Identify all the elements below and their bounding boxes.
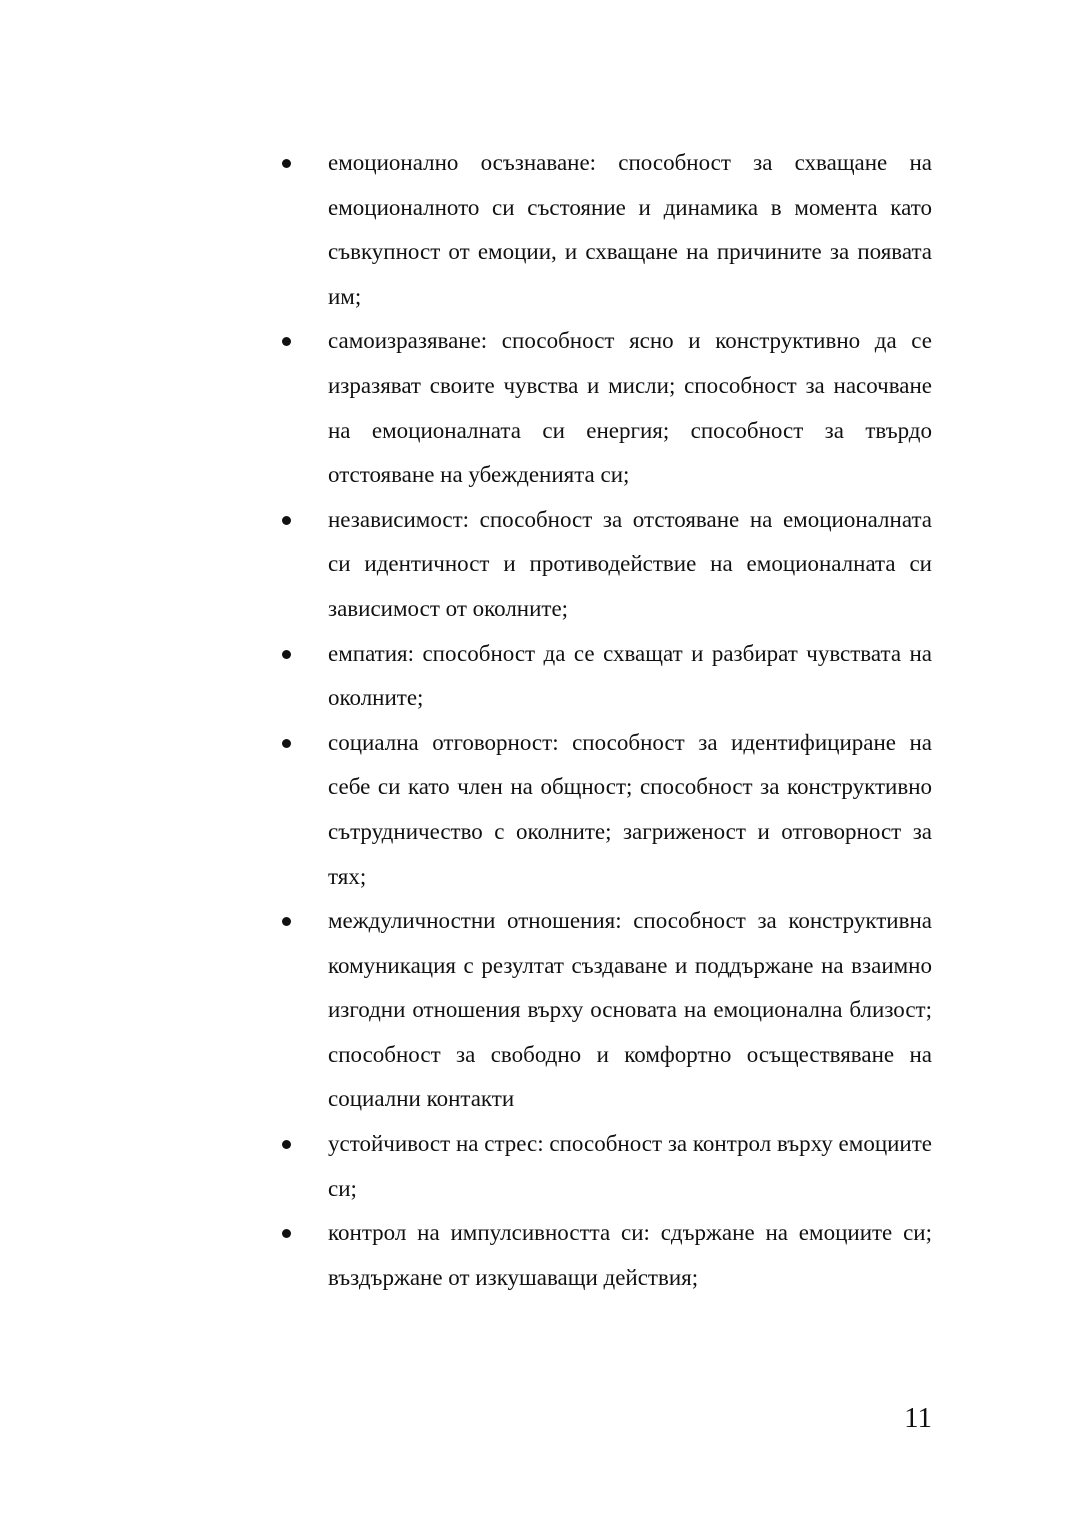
bullet-icon	[282, 650, 291, 659]
bullet-icon	[282, 159, 291, 168]
list-item-text: независимост: способност за отстояване на емоционалната си идентичност и противодействие на емоционалната си зависимост от околните;	[328, 506, 932, 621]
bullet-icon	[282, 1229, 291, 1238]
list-item	[282, 632, 932, 721]
bullet-icon	[282, 516, 291, 525]
list-item	[282, 721, 932, 899]
bullet-icon	[282, 739, 291, 748]
bullet-icon	[282, 337, 291, 346]
list-item-text: контрол на импулсивността си: сдържане на емоциите си; въздържане от изкушаващи действия;	[328, 1220, 932, 1290]
list-item-text: устойчивост на стрес: способност за контрол върху емоциите си;	[328, 1131, 932, 1201]
list-item	[282, 1211, 932, 1300]
list-item	[282, 319, 932, 497]
list-item-text: самоизразяване: способност ясно и конструктивно да се изразяват своите чувства и мисли; способност за насочване на емоционалната си енергия; способност за твърдо отстояване на убежденията си;	[328, 328, 932, 488]
list-item-text: социална отговорност: способност за идентифициране на себе си като член на общност; способност за конструктивно сътрудничество с околните; загриженост и отговорност за тях;	[328, 729, 932, 889]
page-number: 11	[904, 1402, 932, 1434]
list-item	[282, 899, 932, 1122]
bullet-list	[282, 141, 932, 1300]
list-item-text: емпатия: способност да се схващат и разбират чувствата на околните;	[328, 640, 932, 711]
list-item	[282, 141, 932, 319]
list-item	[282, 498, 932, 632]
list-item	[282, 1122, 932, 1211]
list-item-text: емоционално осъзнаване: способност за схващане на емоционалното си състояние и динамика в момента като съвкупност от емоции, и схващане на причините за появата им;	[328, 150, 932, 309]
list-item-text: междуличностни отношения: способност за конструктивна комуникация с резултат създаване и поддържане на взаимно изгодни отношения върху основата на емоционална близост; способност за свободно и комфортно осъществяване на социални контакти	[328, 908, 932, 1112]
bullet-icon	[282, 1140, 291, 1149]
bullet-icon	[282, 917, 291, 926]
